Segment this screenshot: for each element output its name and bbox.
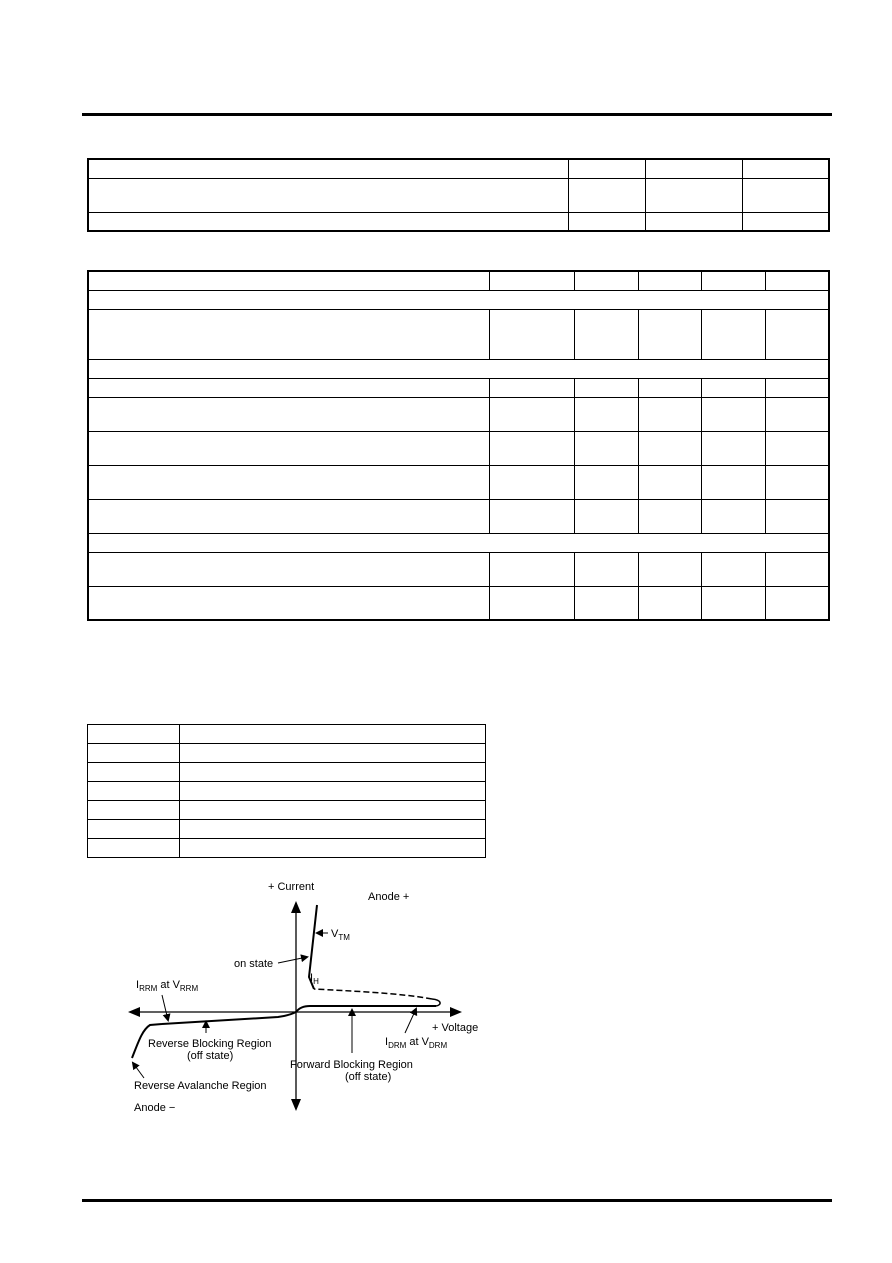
forward-blocking-sub-label: (off state) [345, 1071, 392, 1083]
table-row [88, 586, 829, 620]
table-row [88, 782, 486, 801]
table-row [88, 552, 829, 586]
footer-rule [82, 1199, 832, 1202]
forward-blocking-label: Forward Blocking Region [290, 1059, 413, 1071]
negative-resistance-dashed [314, 989, 432, 999]
table-section-row [88, 359, 829, 378]
table-row [88, 744, 486, 763]
reverse-avalanche-label: Reverse Avalanche Region [134, 1080, 267, 1092]
reverse-blocking-curve [162, 1012, 296, 1024]
table-section-row [88, 533, 829, 552]
table-row [88, 271, 829, 290]
table-row [88, 801, 486, 820]
table-row [88, 378, 829, 397]
voltage-axis-label: + Voltage [432, 1022, 479, 1034]
table-row [88, 763, 486, 782]
reverse-blocking-label: Reverse Blocking Region [148, 1038, 272, 1050]
anode-minus-label: Anode − [134, 1102, 176, 1114]
table-row [88, 839, 486, 858]
ih-label: $I_H$ [310, 972, 319, 986]
table-section-row [88, 290, 829, 309]
table-row [88, 309, 829, 359]
table-row [88, 212, 829, 231]
vi-characteristic-diagram [110, 875, 490, 1125]
table-row [88, 159, 829, 178]
current-axis-label: + Current [268, 881, 315, 893]
reverse-blocking-sub-label: (off state) [187, 1050, 234, 1062]
forward-breakover-loop [432, 999, 440, 1006]
on-state-label: on state [234, 958, 274, 970]
voltage-axis-left-arrow [128, 1007, 140, 1017]
current-axis-down-arrow [291, 1099, 301, 1111]
electrical-characteristics-table [87, 270, 830, 621]
table-row [88, 178, 829, 212]
idrm-label: $I_{DRM}$ at $V_{DRM}$ [385, 1036, 448, 1050]
irrm-pointer [162, 995, 168, 1020]
table-row [88, 431, 829, 465]
irrm-label: $I_{RRM}$ at $V_{RRM}$ [136, 979, 199, 993]
table-row [88, 725, 486, 744]
table-row [88, 499, 829, 533]
thermal-characteristics-table [87, 158, 830, 232]
header-rule [82, 113, 832, 116]
table-row [88, 397, 829, 431]
symbol-definition-table [87, 724, 486, 858]
current-axis-up-arrow [291, 901, 301, 913]
anode-plus-label: Anode + [368, 891, 410, 903]
on-state-pointer [278, 957, 307, 963]
reverse-avalanche-pointer [133, 1063, 144, 1078]
table-row [88, 820, 486, 839]
table-row [88, 465, 829, 499]
vtm-label: $V_{TM}$ [331, 928, 350, 942]
voltage-axis-right-arrow [450, 1007, 462, 1017]
